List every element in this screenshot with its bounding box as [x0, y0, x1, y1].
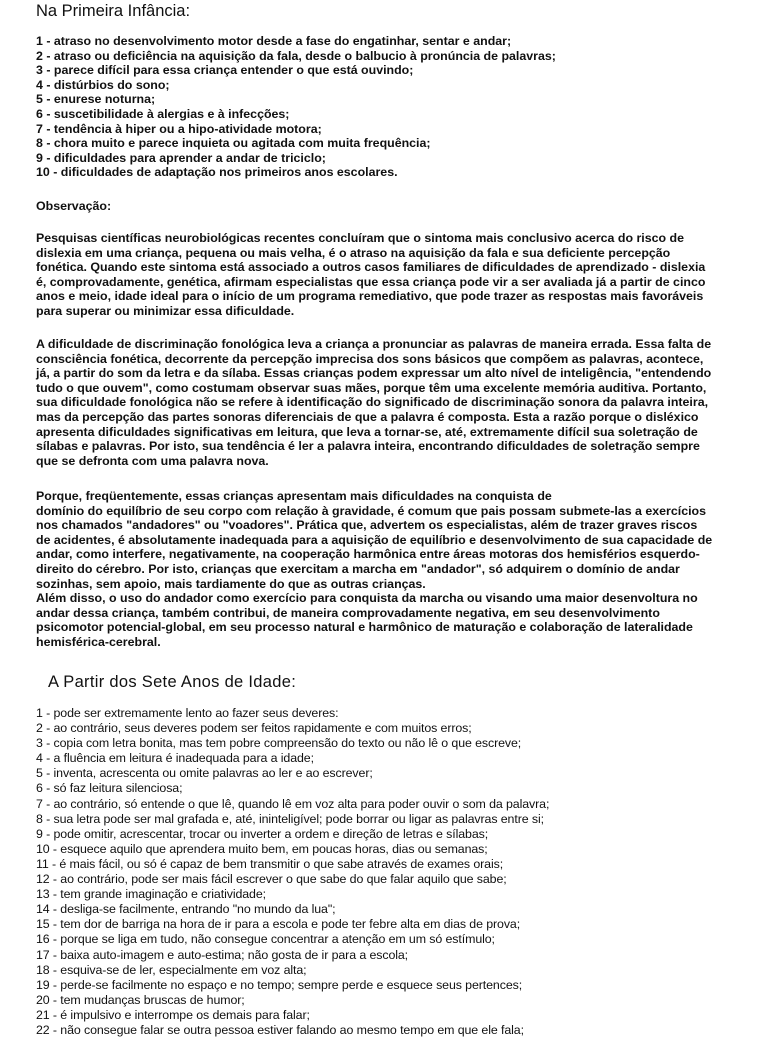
list-item: 17 - baixa auto-imagem e auto-estima; não gosta de ir para a escola;	[36, 947, 409, 962]
paragraph-line: anos e meio, idade ideal para o início de um programa remediativo, que pode trazer as respostas mais favoráveis	[36, 289, 704, 304]
list-item: 8 - sua letra pode ser mal grafada e, até, ininteligível; pode borrar ou ligar as palavras entre si;	[36, 811, 544, 826]
list-item: 2 - atraso ou deficiência na aquisição da fala, desde o balbucio à pronúncia de palavras;	[36, 48, 556, 63]
list-item: 5 - enurese noturna;	[36, 92, 156, 107]
paragraph-line: fonética. Quando este sintoma está associado a outros casos familiares de dificuldades de aprendizado - dislexia	[36, 260, 706, 275]
paragraph-line: apresenta dificuldades significativas em leitura, que leva a tornar-se, até, extremamente difícil sua soletração de	[36, 424, 698, 439]
paragraph-line: Pesquisas científicas neurobiológicas recentes concluíram que o sintoma mais conclusivo acerca do risco de	[36, 231, 684, 245]
list-item: 10 - esquece aquilo que aprendera muito bem, em poucas horas, dias ou semanas;	[36, 841, 488, 856]
list-item: 3 - copia com letra bonita, mas tem pobre compreensão do texto ou não lê o que escreve;	[36, 736, 522, 751]
paragraph-line: que se defronta com uma palavra nova.	[36, 453, 269, 468]
paragraph-line: Porque, freqüentemente, essas crianças apresentam mais dificuldades na conquista de	[36, 489, 552, 503]
list-item: 7 - tendência à hiper ou a hipo-atividade motora;	[36, 121, 322, 136]
list-item: 10 - dificuldades de adaptação nos primeiros anos escolares.	[36, 165, 398, 180]
paragraph-line: A dificuldade de discriminação fonológica leva a criança a pronunciar as palavras de maneira errada. Essa falta de	[36, 337, 712, 351]
list-item: 8 - chora muito e parece inquieta ou agitada com muita frequência;	[36, 136, 431, 151]
paragraph-line: psicomotor potencial-global, em seu processo natural e harmônico de maturação e colaboração de lateralidade	[36, 620, 693, 635]
paragraph-line: é, comprovadamente, genética, afirmam especialistas que essa criança pode vir a ser avaliada já a partir de cinco	[36, 274, 706, 289]
list-item: 4 - a fluência em leitura é inadequada para a idade;	[36, 751, 314, 766]
paragraph-line: de acidentes, é absolutamente inadequada para a aquisição de equilíbrio e desenvolvimento de sua capacidade de	[36, 532, 713, 547]
paragraph-walkers	[36, 489, 736, 650]
list-item: 5 - inventa, acrescenta ou omite palavras ao ler e ao escrever;	[36, 766, 373, 781]
paragraph-line: direito do cérebro. Por isto, crianças que exercitam a marcha em "andador", só adquirem o domínio de andar	[36, 561, 680, 576]
paragraph-line: dislexia em uma criança, pequena ou mais velha, é o atraso na aquisição da fala e sua deficiente percepção	[36, 245, 671, 260]
list-item: 19 - perde-se facilmente no espaço e no tempo; sempre perde e esquece seus pertences;	[36, 977, 523, 992]
paragraph-line: já, a partir do som da letra e da sílaba. Essas crianças podem expressar um alto nível de inteligência, "entendendo	[36, 366, 712, 381]
list-item: 1 - atraso no desenvolvimento motor desde a fase do engatinhar, sentar e andar;	[36, 34, 512, 48]
list-item: 1 - pode ser extremamente lento ao fazer seus deveres:	[36, 706, 339, 720]
list-item: 22 - não consegue falar se outra pessoa estiver falando ao mesmo tempo em que ele fala;	[36, 1022, 524, 1037]
observation-label: Observação:	[36, 199, 112, 213]
list-item: 20 - tem mudanças bruscas de humor;	[36, 992, 245, 1007]
paragraph-line: tudo o que ouvem", como costumam observar suas mães, porque têm uma excelente memória auditiva. Portanto,	[36, 380, 707, 395]
list-item: 12 - ao contrário, pode ser mais fácil escrever o que sabe do que falar aquilo que sabe;	[36, 872, 507, 887]
paragraph-line: mas da percepção das partes sonoras diferenciais de que a palavra é composta. Esta a razão porque o disléxico	[36, 409, 699, 424]
list-item: 2 - ao contrário, seus deveres podem ser feitos rapidamente e com muitos erros;	[36, 721, 472, 736]
paragraph-line: andar, como interfere, negativamente, na cooperação harmônica entre áreas motoras dos hemisférios esquerdo-	[36, 547, 700, 562]
paragraph-line: domínio do equilíbrio de seu corpo com relação à gravidade, é comum que pais possam submete-las a exercícios	[36, 503, 706, 518]
paragraph-research	[36, 231, 736, 319]
list-item: 6 - só faz leitura silenciosa;	[36, 781, 183, 796]
paragraph-line: Além disso, o uso do andador como exercício para conquista da marcha ou visando uma maior desenvoltura no	[36, 591, 698, 606]
paragraph-line: sílabas e palavras. Por isto, sua tendência é ler a palavra inteira, encontrando dificuldades de soletração sempre	[36, 439, 700, 454]
list-item: 13 - tem grande imaginação e criatividade;	[36, 887, 266, 902]
list-item: 3 - parece difícil para essa criança entender o que está ouvindo;	[36, 63, 414, 78]
section2-title: A Partir dos Sete Anos de Idade:	[48, 673, 297, 691]
school-age-symptom-list	[36, 706, 756, 1038]
list-item: 18 - esquiva-se de ler, especialmente em voz alta;	[36, 962, 307, 977]
list-item: 16 - porque se liga em tudo, não consegue concentrar a atenção em um só estímulo;	[36, 932, 495, 947]
list-item: 4 - distúrbios do sono;	[36, 77, 170, 92]
list-item: 11 - é mais fácil, ou só é capaz de bem transmitir o que sabe através de exames orais;	[36, 856, 504, 871]
list-item: 21 - é impulsivo e interrompe os demais para falar;	[36, 1007, 310, 1022]
list-item: 9 - dificuldades para aprender a andar de triciclo;	[36, 150, 326, 165]
list-item: 14 - desliga-se facilmente, entrando "no mundo da lua";	[36, 902, 336, 917]
paragraph-line: andar dessa criança, também contribui, de maneira comprovadamente negativa, em seu desenvolvimento	[36, 605, 660, 620]
paragraph-line: hemisférica-cerebral.	[36, 634, 161, 649]
early-childhood-symptom-list	[36, 34, 736, 180]
section1-title: Na Primeira Infância:	[36, 2, 191, 20]
list-item: 15 - tem dor de barriga na hora de ir para a escola e pode ter febre alta em dias de prova;	[36, 917, 521, 932]
paragraph-line: para superar ou minimizar essa dificuldade.	[36, 303, 295, 318]
list-item: 7 - ao contrário, só entende o que lê, quando lê em voz alta para poder ouvir o som da palavra;	[36, 796, 550, 811]
paragraph-phonological	[36, 337, 736, 468]
list-item: 6 - suscetibilidade à alergias e à infecções;	[36, 106, 290, 121]
paragraph-line: sozinhas, sem apoio, mais tardiamente do que as outras crianças.	[36, 576, 426, 591]
list-item: 9 - pode omitir, acrescentar, trocar ou inverter a ordem e direção de letras e sílabas;	[36, 826, 489, 841]
paragraph-line: sua dificuldade fonológica não se refere à identificação do significado de discriminação sonora da palavra inteira,	[36, 395, 709, 410]
paragraph-line: nos chamados "andadores" ou "voadores". Prática que, advertem os especialistas, além de trazer graves riscos	[36, 518, 698, 533]
paragraph-line: consciência fonética, decorrente da percepção imprecisa dos sons básicos que compõem as palavras, acontece,	[36, 351, 704, 366]
